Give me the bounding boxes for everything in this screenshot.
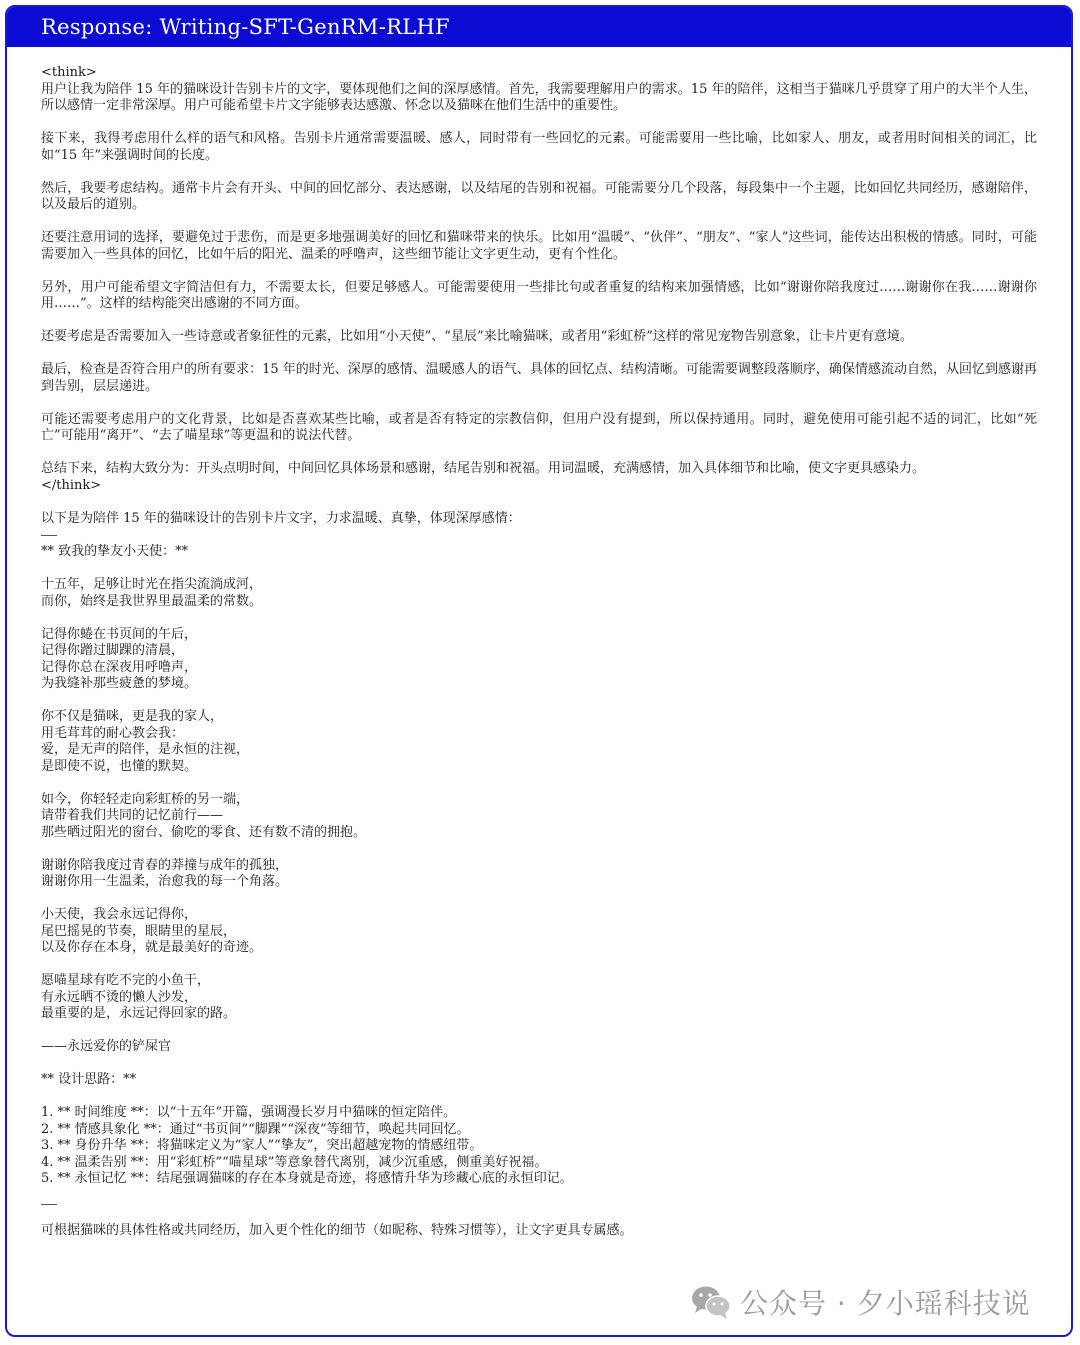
signature: ——永远爱你的铲屎官: [41, 1039, 172, 1054]
poem-stanza: [41, 792, 1037, 842]
poem-stanza: [41, 907, 1037, 957]
poem-line: 记得你蜷在书页间的午后，: [41, 626, 198, 642]
response-panel: [5, 5, 1073, 1337]
design-item: 2. ** 情感具象化 **：通过“书页间”“脚踝”“深夜”等细节，唤起共同回忆。: [41, 1121, 470, 1137]
design-item: 4. ** 温柔告别 **：用“彩虹桥”“喵星球”等意象替代离别，减少沉重感，侧重美好祝福。: [41, 1154, 548, 1170]
divider: [41, 535, 57, 536]
poem-line: 那些晒过阳光的窗台、偷吃的零食、还有数不清的拥抱。: [41, 824, 367, 840]
think-paragraph: 还要考虑是否需要加入一些诗意或者象征性的元素，比如用“小天使”、“星辰”来比喻猫咪，或者用“彩虹桥”这样的常见宠物告别意象，让卡片更有意境。: [41, 329, 913, 344]
poem-line: 如今，你轻轻走向彩虹桥的另一端，: [41, 791, 250, 807]
think-paragraph: 用户让我为陪伴 15 年的猫咪设计告别卡片的文字，要体现他们之间的深厚感情。首先，我需要理解用户的需求。15 年的陪伴，这相当于猫咪几乎贯穿了用户的大半个人生，所以感情一定非常深厚。用户可能希望卡片文字能够表达感激、怀念以及猫咪在他们生活中的重要性。: [41, 81, 1037, 113]
card-heading: ** 致我的挚友小天使：**: [41, 544, 189, 559]
think-close-tag: </think>: [41, 477, 102, 493]
poem-line: 请带着我们共同的记忆前行——: [41, 808, 224, 823]
design-heading: ** 设计思路：**: [41, 1072, 137, 1087]
think-paragraph: 总结下来，结构大致分为：开头点明时间，中间回忆具体场景和感谢，结尾告别和祝福。用词温暖，充满感情，加入具体细节和比喻，使文字更具感染力。: [41, 461, 926, 476]
design-item: 1. ** 时间维度 **：以“十五年”开篇，强调漫长岁月中猫咪的恒定陪伴。: [41, 1105, 457, 1120]
poem-stanza: [41, 709, 1037, 775]
poem-line: 谢谢你用一生温柔，治愈我的每一个角落。: [41, 874, 289, 889]
poem-line: 是即使不说，也懂的默契。: [41, 758, 198, 774]
poem-line: 有永远晒不烫的懒人沙发，: [41, 989, 198, 1005]
poem-line: 记得你蹭过脚踝的清晨，: [41, 643, 185, 658]
think-paragraph: 接下来，我得考虑用什么样的语气和风格。告别卡片通常需要温暖、感人，同时带有一些回忆的元素。可能需要用一些比喻，比如家人、朋友，或者用时间相关的词汇，比如“15 年”来强调时间的长度。: [41, 131, 1037, 163]
think-paragraph: 还要注意用词的选择，要避免过于悲伤，而是更多地强调美好的回忆和猫咪带来的快乐。比如用“温暖”、“伙伴”、“朋友”、“家人”这些词，能传达出积极的情感。同时，可能需要加入一些具体的回忆，比如午后的阳光、温柔的呼噜声，这些细节能让文字更生动，更有个性化。: [41, 230, 1037, 262]
poem-line: 愿喵星球有吃不完的小鱼干，: [41, 973, 211, 988]
poem-stanza: [41, 627, 1037, 693]
poem-stanza: [41, 577, 1037, 610]
design-item: 3. ** 身份升华 **：将猫咪定义为“家人”“挚友”，突出超越宠物的情感纽带。: [41, 1138, 483, 1153]
think-paragraph: 然后，我要考虑结构。通常卡片会有开头、中间的回忆部分、表达感谢，以及结尾的告别和祝福。可能需要分几个段落，每段集中一个主题，比如回忆共同经历，感谢陪伴，以及最后的道别。: [41, 180, 1037, 212]
poem-line: 尾巴摇晃的节奏，眼睛里的星辰，: [41, 923, 237, 939]
watermark-text: 公众号 · 夕小瑶科技说: [740, 1287, 1031, 1320]
poem-line: 十五年，足够让时光在指尖流淌成河，: [41, 577, 263, 592]
footer-note: 可根据猫咪的具体性格或共同经历，加入更个性化的细节（如昵称、特殊习惯等），让文字更具专属感。: [41, 1222, 633, 1238]
wechat-icon: [690, 1284, 732, 1320]
poem-stanza: [41, 858, 1037, 891]
poem-line: 以及你存在本身，就是最美好的奇迹。: [41, 940, 263, 955]
poem-line: 为我缝补那些疲惫的梦境。: [41, 676, 198, 691]
think-paragraph: 可能还需要考虑用户的文化背景，比如是否喜欢某些比喻，或者是否有特定的宗教信仰，但用户没有提到，所以保持通用。同时，避免使用可能引起不适的词汇，比如“死亡”可能用“离开”、“去了喵星球”等更温和的说法代替。: [41, 411, 1037, 443]
design-item: 5. ** 永恒记忆 **：结尾强调猫咪的存在本身就是奇迹，将感情升华为珍藏心底的永恒印记。: [41, 1171, 573, 1186]
think-paragraph: 另外，用户可能希望文字简洁但有力，不需要太长，但要足够感人。可能需要使用一些排比句或者重复的结构来加强情感，比如“谢谢你陪我度过……谢谢你在我……谢谢你用……”。这样的结构能突出感谢的不同方面。: [41, 279, 1037, 311]
divider: [41, 1204, 57, 1205]
design-list: [41, 1105, 1037, 1188]
intro-text: 以下是为陪伴 15 年的猫咪设计的告别卡片文字，力求温暖、真挚，体现深厚感情：: [41, 510, 521, 526]
poem-line: 你不仅是猫咪，更是我的家人，: [41, 709, 224, 724]
think-paragraph: 最后，检查是否符合用户的所有要求：15 年的时光、深厚的感情、温暖感人的语气、具体的回忆点、结构清晰。可能需要调整段落顺序，确保情感流动自然，从回忆到感谢再到告别，层层递进。: [41, 362, 1037, 394]
poem-line: 用毛茸茸的耐心教会我：: [41, 725, 185, 741]
panel-title: Response: Writing-SFT-GenRM-RLHF: [7, 7, 1071, 47]
poem-line: 小天使，我会永远记得你，: [41, 907, 198, 922]
poem-line: 谢谢你陪我度过青春的莽撞与成年的孤独，: [41, 857, 289, 873]
poem-line: 记得你总在深夜用呼噜声，: [41, 659, 198, 675]
poem-line: 爱，是无声的陪伴，是永恒的注视，: [41, 742, 250, 757]
poem-line: 而你，始终是我世界里最温柔的常数。: [41, 593, 263, 609]
response-content: [41, 65, 1037, 1239]
poem-line: 最重要的是，永远记得回家的路。: [41, 1006, 237, 1021]
watermark: [690, 1280, 1050, 1324]
think-open-tag: <think>: [41, 65, 97, 80]
poem-stanza: [41, 973, 1037, 1023]
